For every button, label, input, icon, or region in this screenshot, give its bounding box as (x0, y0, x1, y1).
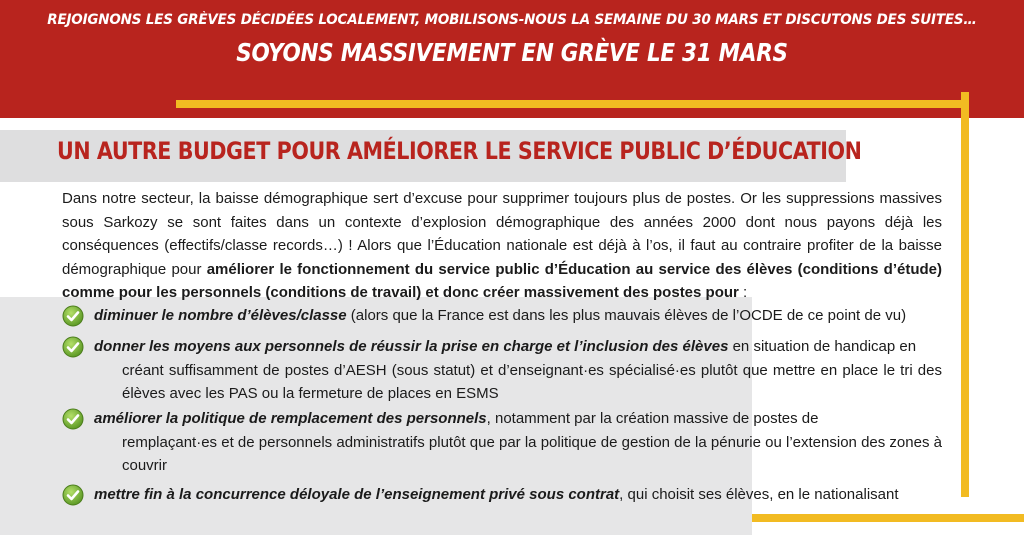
item-text: , qui choisit ses élèves, en le nationalisant (619, 486, 899, 503)
item-lead: donner les moyens aux personnels de réussir la prise en charge et l’inclusion des élèves (94, 338, 729, 355)
accent-line-top (176, 100, 968, 108)
item-lead: mettre fin à la concurrence déloyale de l’enseignement privé sous contrat (94, 486, 620, 503)
list-item (62, 335, 942, 406)
banner-line-2: SOYONS MASSIVEMENT EN GRÈVE LE 31 MARS (236, 38, 788, 67)
check-circle-icon (62, 336, 84, 358)
section-title: UN AUTRE BUDGET POUR AMÉLIORER LE SERVICE PUBLIC D’ÉDUCATION (57, 137, 862, 165)
banner-line-1: REJOIGNONS LES GRÈVES DÉCIDÉES LOCALEMENT, MOBILISONS-NOUS LA SEMAINE DU 30 MARS ET DISCUTONS DES SUITES… (47, 12, 977, 28)
list-item (62, 407, 942, 478)
item-lead: améliorer la politique de remplacement des personnels (94, 410, 487, 427)
intro-text-end: : (738, 284, 748, 301)
check-circle-icon (62, 408, 84, 430)
check-circle-icon (62, 484, 84, 506)
item-continuation: remplaçant·es et de personnels administratifs plutôt que par la politique de gestion de la pénurie ou l’extension des zones à couvrir (122, 433, 942, 474)
list-item (62, 304, 942, 328)
list-item (62, 483, 942, 507)
item-lead: diminuer le nombre d’élèves/classe (94, 307, 347, 324)
check-circle-icon (62, 305, 84, 327)
item-text: , notamment par la création massive de postes de (486, 410, 819, 427)
accent-line-vertical (961, 92, 969, 497)
intro-text: Dans notre secteur, la baisse démographique sert d’excuse pour supprimer toujours plus de postes. Or les suppressions massives sous Sarkozy se sont faites dans un contexte d’explosion démographique des années 2000 dont nous payons déjà les conséquences (effectifs/classe records…) ! Alors que l’Éducation nationale est déjà à l’os, il faut au contraire profiter de la baisse démographique pour (62, 190, 942, 278)
intro-paragraph (62, 187, 942, 305)
item-text: (alors que la France est dans les plus mauvais élèves de l’OCDE de ce point de vu) (346, 307, 907, 324)
intro-bold-text: améliorer le fonctionnement du service public d’Éducation au service des élèves (conditions d’étude) comme pour les personnels (conditions de travail) et donc créer massivement des postes pour (62, 260, 942, 301)
item-continuation: créant suffisamment de postes d’AESH (sous statut) et d’enseignant·es spécialisé·es plutôt que mettre en place le tri des élèves avec les PAS ou la fermeture de places en ESMS (122, 361, 942, 402)
item-text: en situation de handicap en (728, 338, 917, 355)
